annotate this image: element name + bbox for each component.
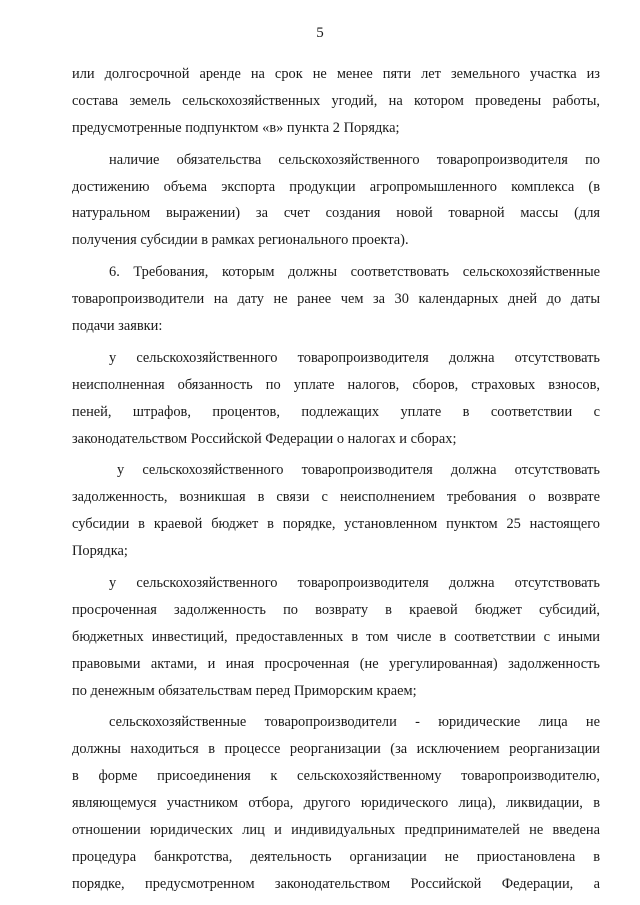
- text-line: Порядка;: [72, 543, 128, 560]
- text-line: наличие обязательства сельскохозяйственного товаропроизводителя по: [109, 151, 600, 168]
- text-line: порядке, предусмотренном законодательством Российской Федерации, а: [72, 875, 600, 892]
- text-line: являющемуся участником отбора, другого юридического лица), ликвидации, в: [72, 795, 600, 812]
- text-line: задолженность, возникшая в связи с неисполнением требования о возврате: [72, 489, 600, 506]
- text-line: по денежным обязательствам перед Приморским краем;: [72, 682, 417, 699]
- text-line: законодательством Российской Федерации о налогах и сборах;: [72, 430, 457, 447]
- text-line: получения субсидии в рамках регионального проекта).: [72, 232, 409, 249]
- text-line: пеней, штрафов, процентов, подлежащих уплате в соответствии с: [72, 403, 600, 420]
- text-line: должны находиться в процессе реорганизации (за исключением реорганизации: [72, 741, 600, 758]
- text-line: неисполненная обязанность по уплате налогов, сборов, страховых взносов,: [72, 376, 600, 393]
- text-line: у сельскохозяйственного товаропроизводителя должна отсутствовать: [109, 349, 600, 366]
- text-line: сельскохозяйственные товаропроизводители - юридические лица не: [109, 714, 600, 731]
- text-line: предусмотренные подпунктом «в» пункта 2 Порядка;: [72, 119, 400, 136]
- text-line: подачи заявки:: [72, 318, 163, 335]
- text-line: в форме присоединения к сельскохозяйственному товаропроизводителю,: [72, 768, 600, 785]
- text-line: состава земель сельскохозяйственных угодий, на котором проведены работы,: [72, 92, 600, 109]
- text-line: или долгосрочной аренде на срок не менее пяти лет земельного участка из: [72, 66, 600, 82]
- text-line: бюджетных инвестиций, предоставленных в том числе в соответствии с иными: [72, 628, 600, 645]
- text-line: товаропроизводители на дату не ранее чем за 30 календарных дней до даты: [72, 291, 600, 308]
- text-line: просроченная задолженность по возврату в краевой бюджет субсидий,: [72, 601, 600, 618]
- text-line: у сельскохозяйственного товаропроизводителя должна отсутствовать: [117, 462, 600, 479]
- text-line: процедура банкротства, деятельность организации не приостановлена в: [72, 848, 600, 865]
- text-line: 6. Требования, которым должны соответствовать сельскохозяйственные: [109, 264, 600, 281]
- text-line: у сельскохозяйственного товаропроизводителя должна отсутствовать: [109, 575, 600, 592]
- document-body: [72, 61, 600, 898]
- text-line: правовыми актами, и иная просроченная (не урегулированная) задолженность: [72, 655, 600, 672]
- text-line: натуральном выражении) за счет создания новой товарной массы (для: [72, 205, 600, 222]
- text-line: достижению объема экспорта продукции агропромышленного комплекса (в: [72, 178, 600, 195]
- text-line: субсидии в краевой бюджет в порядке, установленном пунктом 25 настоящего: [72, 516, 600, 533]
- text-line: отношении юридических лиц и индивидуальных предпринимателей не введена: [72, 822, 600, 839]
- page-number: 5: [316, 25, 324, 41]
